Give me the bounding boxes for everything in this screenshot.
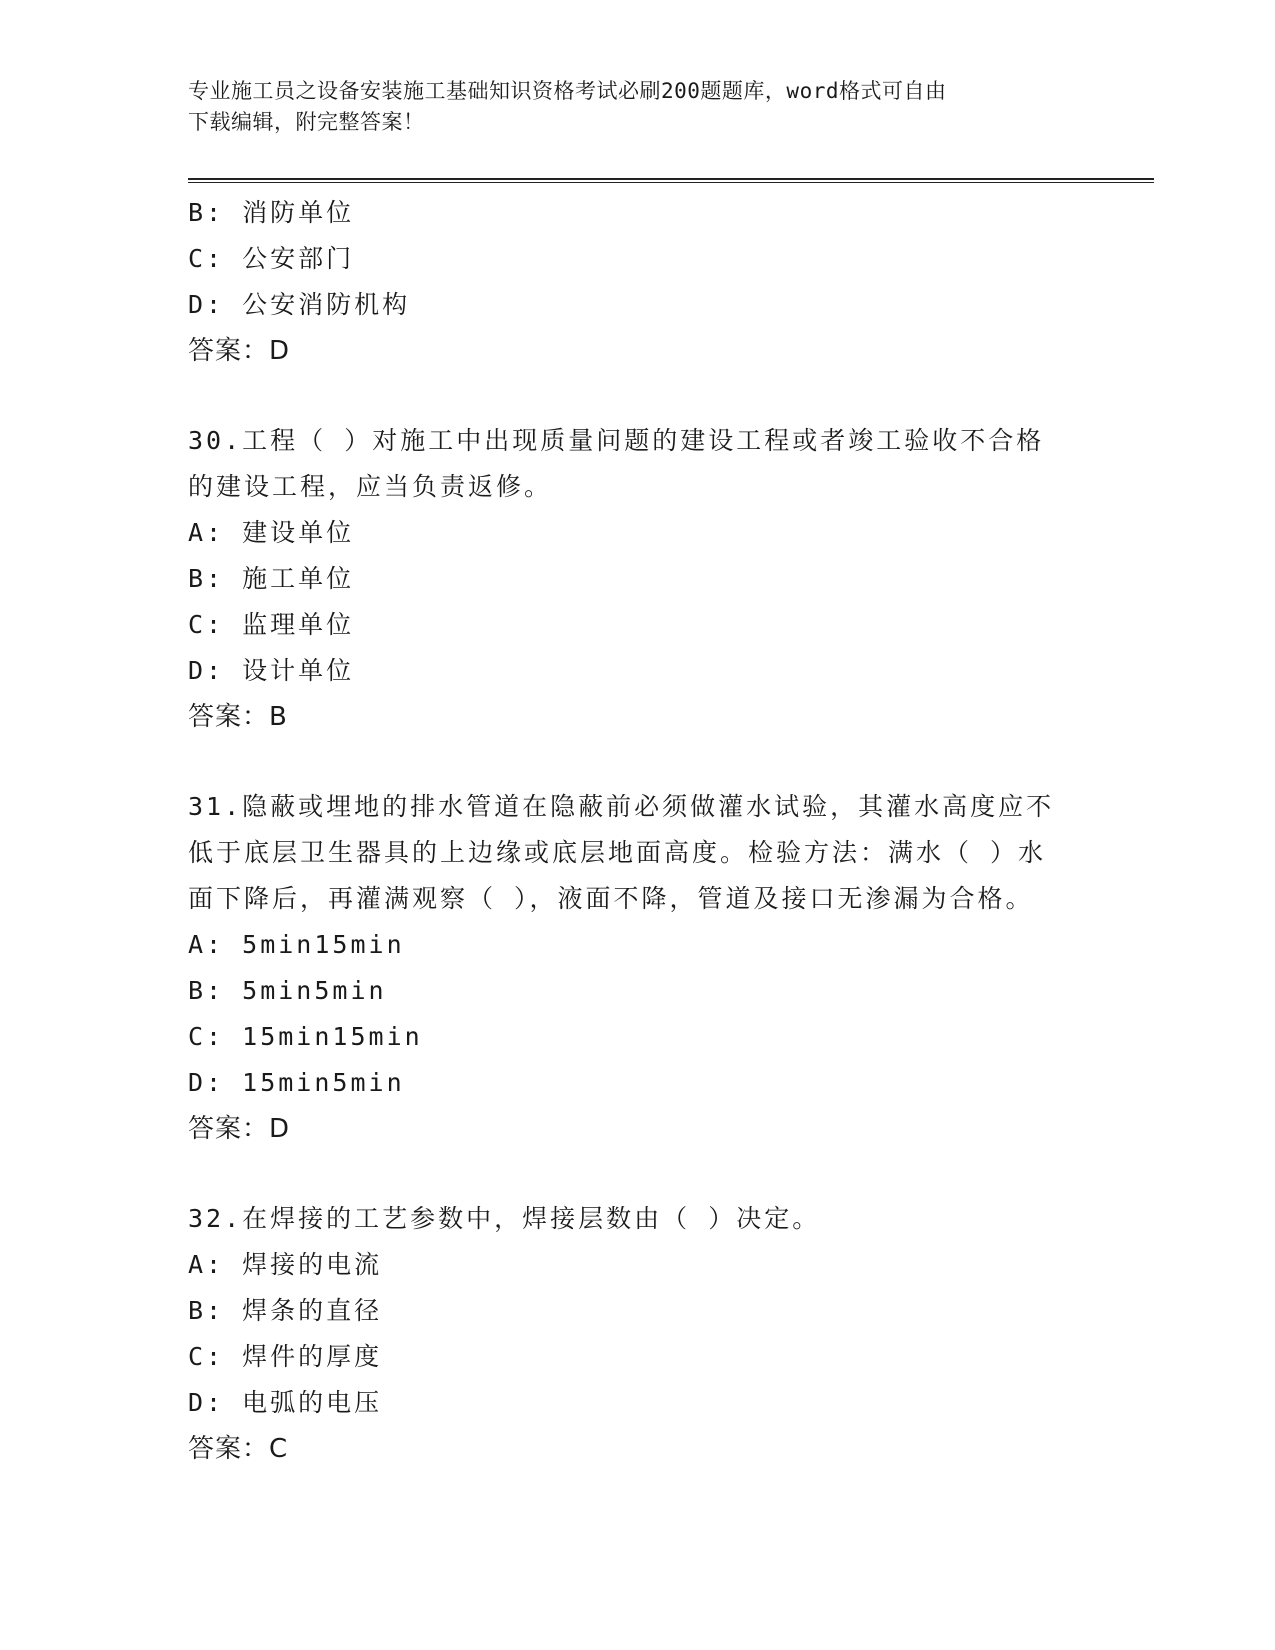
header-divider-thick [188, 178, 1154, 180]
answer: 答案：C [188, 1434, 289, 1464]
option-b: B: 消防单位 [188, 198, 355, 227]
header-title-line-2: 下载编辑，附完整答案！ [188, 110, 425, 134]
question-block-30 [188, 418, 1088, 740]
question-text-line: 32.在焊接的工艺参数中，焊接层数由（ ）决定。 [188, 1204, 821, 1233]
option-c: C: 15min15min [188, 1022, 423, 1051]
option-c: C: 焊件的厚度 [188, 1342, 383, 1371]
question-text-line: 面下降后，再灌满观察（ ），液面不降，管道及接口无渗漏为合格。 [188, 884, 1034, 913]
question-block-31 [188, 784, 1088, 1152]
option-b: B: 施工单位 [188, 564, 355, 593]
question-block-32 [188, 1196, 1088, 1472]
question-text-line: 低于底层卫生器具的上边缘或底层地面高度。检验方法：满水（ ）水 [188, 838, 1047, 867]
option-d: D: 设计单位 [188, 656, 355, 685]
option-c: C: 公安部门 [188, 244, 355, 273]
header-title-line-1: 专业施工员之设备安装施工基础知识资格考试必刷200题题库，word格式可自由 [188, 79, 947, 103]
answer: 答案：D [188, 1114, 291, 1144]
answer: 答案：B [188, 702, 288, 732]
question-text-line: 30.工程（ ）对施工中出现质量问题的建设工程或者竣工验收不合格 [188, 426, 1045, 455]
answer: 答案：D [188, 336, 291, 366]
document-header [188, 76, 1068, 138]
option-c: C: 监理单位 [188, 610, 355, 639]
option-b: B: 5min5min [188, 976, 387, 1005]
option-a: A: 建设单位 [188, 518, 355, 547]
option-d: D: 电弧的电压 [188, 1388, 383, 1417]
question-text-line: 的建设工程，应当负责返修。 [188, 472, 553, 501]
option-d: D: 15min5min [188, 1068, 405, 1097]
question-text-line: 31.隐蔽或埋地的排水管道在隐蔽前必须做灌水试验，其灌水高度应不 [188, 792, 1055, 821]
header-divider-thin [188, 182, 1154, 183]
option-b: B: 焊条的直径 [188, 1296, 383, 1325]
question-block-prev [188, 190, 1088, 374]
option-a: A: 5min15min [188, 930, 405, 959]
option-a: A: 焊接的电流 [188, 1250, 383, 1279]
question-list [188, 190, 1088, 1472]
option-d: D: 公安消防机构 [188, 290, 411, 319]
